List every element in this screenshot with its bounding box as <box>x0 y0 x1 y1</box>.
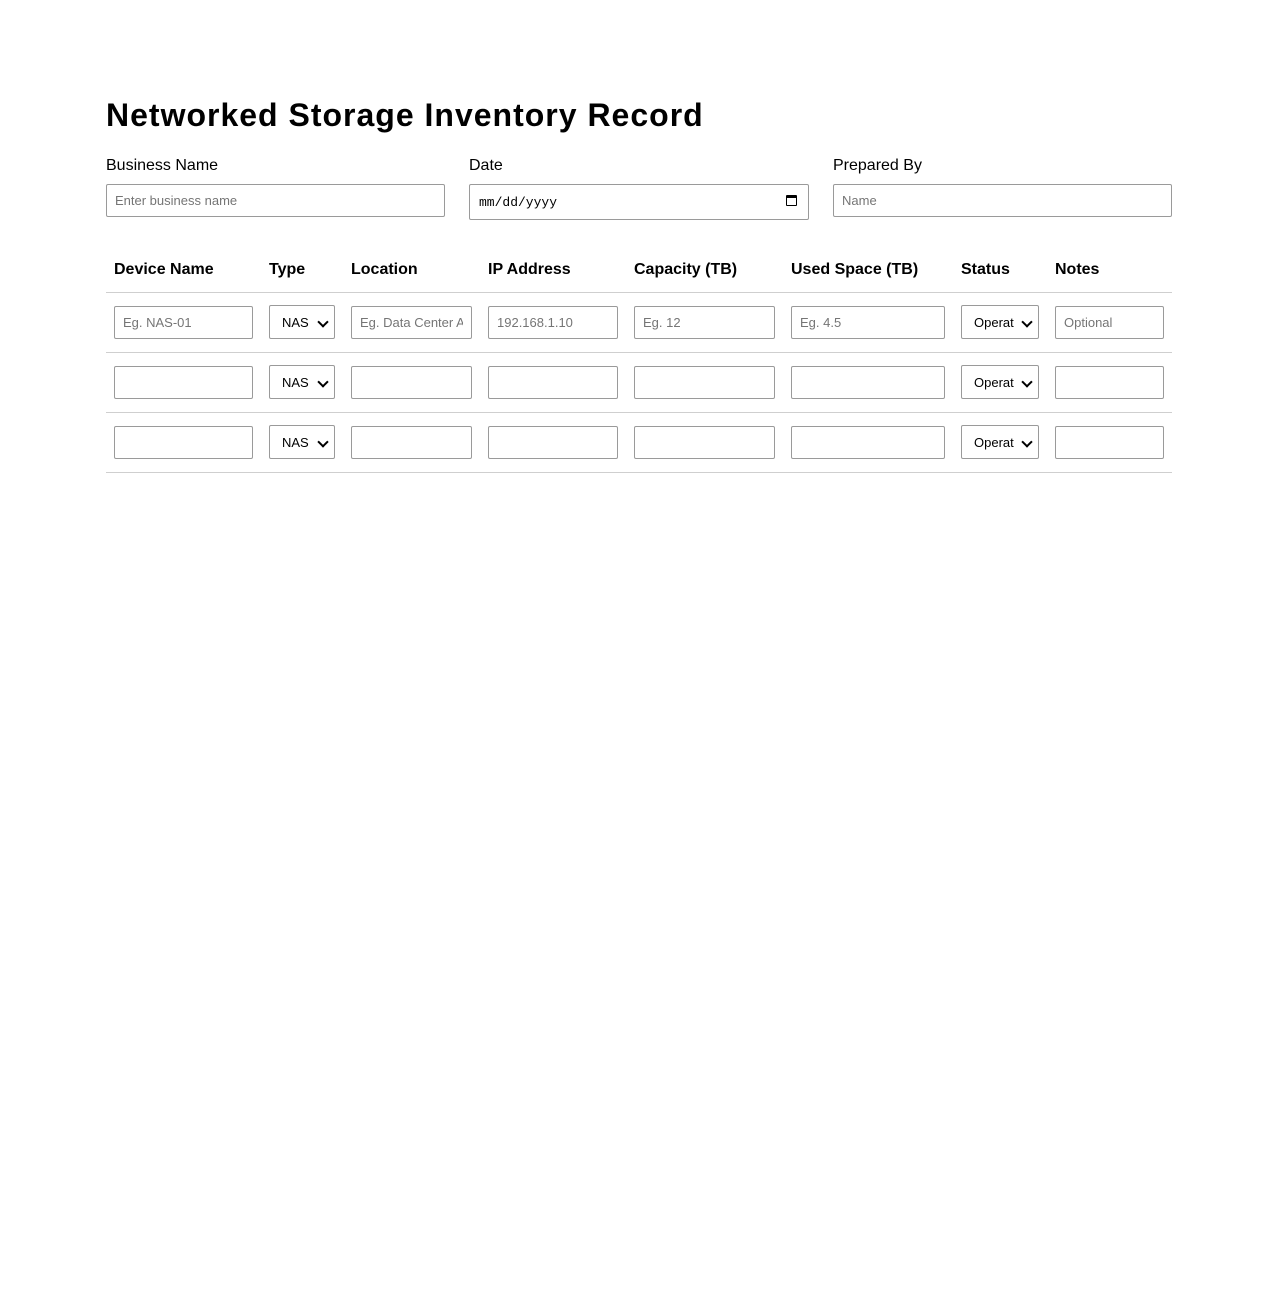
cell-location <box>343 292 480 352</box>
used-space-input[interactable] <box>791 426 945 459</box>
header-device-name: Device Name <box>106 250 261 292</box>
location-input[interactable] <box>351 426 472 459</box>
date-group <box>469 156 808 220</box>
notes-input[interactable] <box>1055 426 1164 459</box>
cell-used-space <box>783 292 953 352</box>
device-name-input[interactable] <box>114 366 253 399</box>
notes-input[interactable] <box>1055 366 1164 399</box>
cell-ip-address <box>480 412 626 472</box>
table-row <box>106 352 1172 412</box>
type-select-value: NAS <box>282 315 309 330</box>
header-notes: Notes <box>1047 250 1172 292</box>
device-name-input[interactable] <box>114 306 253 339</box>
cell-capacity <box>626 412 783 472</box>
cell-location <box>343 352 480 412</box>
device-name-input[interactable] <box>114 426 253 459</box>
cell-status <box>953 352 1047 412</box>
inventory-form <box>106 94 1172 450</box>
chevron-down-icon <box>1021 376 1032 387</box>
type-select[interactable] <box>269 305 335 339</box>
type-select-value: NAS <box>282 435 309 450</box>
table-row <box>106 292 1172 352</box>
chevron-down-icon <box>317 436 328 447</box>
status-select-value: Operat <box>974 435 1014 450</box>
capacity-input[interactable] <box>634 426 775 459</box>
header-ip-address: IP Address <box>480 250 626 292</box>
status-select[interactable] <box>961 425 1039 459</box>
cell-device-name <box>106 352 261 412</box>
ip-address-input[interactable] <box>488 366 618 399</box>
page-title: Networked Storage Inventory Record <box>106 97 704 133</box>
cell-capacity <box>626 292 783 352</box>
header-type: Type <box>261 250 343 292</box>
prepared-by-label: Prepared By <box>833 157 922 174</box>
location-input[interactable] <box>351 306 472 339</box>
cell-status <box>953 412 1047 472</box>
meta-fields <box>106 156 1172 218</box>
calendar-icon[interactable] <box>786 195 797 206</box>
type-select[interactable] <box>269 425 335 459</box>
business-name-label: Business Name <box>106 157 219 174</box>
cell-notes <box>1047 352 1172 412</box>
ip-address-input[interactable] <box>488 306 618 339</box>
header-capacity: Capacity (TB) <box>626 250 783 292</box>
business-name-group <box>106 156 445 217</box>
chevron-down-icon <box>317 316 328 327</box>
business-name-input[interactable] <box>106 184 445 217</box>
date-input-text: mm/dd/yyyy <box>479 195 558 210</box>
used-space-input[interactable] <box>791 306 945 339</box>
cell-notes <box>1047 412 1172 472</box>
cell-type <box>261 412 343 472</box>
status-select-value: Operat <box>974 315 1014 330</box>
chevron-down-icon <box>317 376 328 387</box>
status-select[interactable] <box>961 365 1039 399</box>
cell-location <box>343 412 480 472</box>
cell-used-space <box>783 412 953 472</box>
type-select[interactable] <box>269 365 335 399</box>
used-space-input[interactable] <box>791 366 945 399</box>
capacity-input[interactable] <box>634 366 775 399</box>
cell-device-name <box>106 292 261 352</box>
location-input[interactable] <box>351 366 472 399</box>
capacity-input[interactable] <box>634 306 775 339</box>
chevron-down-icon <box>1021 316 1032 327</box>
date-input[interactable] <box>469 184 809 220</box>
header-status: Status <box>953 250 1047 292</box>
status-select[interactable] <box>961 305 1039 339</box>
cell-status <box>953 292 1047 352</box>
table-header-row <box>106 250 1172 292</box>
cell-ip-address <box>480 292 626 352</box>
type-select-value: NAS <box>282 375 309 390</box>
header-used-space: Used Space (TB) <box>783 250 953 292</box>
prepared-by-input[interactable] <box>833 184 1172 217</box>
cell-type <box>261 352 343 412</box>
date-label: Date <box>469 157 503 174</box>
cell-used-space <box>783 352 953 412</box>
prepared-by-group <box>833 156 1172 217</box>
ip-address-input[interactable] <box>488 426 618 459</box>
status-select-value: Operat <box>974 375 1014 390</box>
chevron-down-icon <box>1021 436 1032 447</box>
cell-capacity <box>626 352 783 412</box>
cell-device-name <box>106 412 261 472</box>
cell-ip-address <box>480 352 626 412</box>
inventory-table <box>106 250 1172 473</box>
header-location: Location <box>343 250 480 292</box>
cell-notes <box>1047 292 1172 352</box>
notes-input[interactable] <box>1055 306 1164 339</box>
table-row <box>106 412 1172 472</box>
cell-type <box>261 292 343 352</box>
